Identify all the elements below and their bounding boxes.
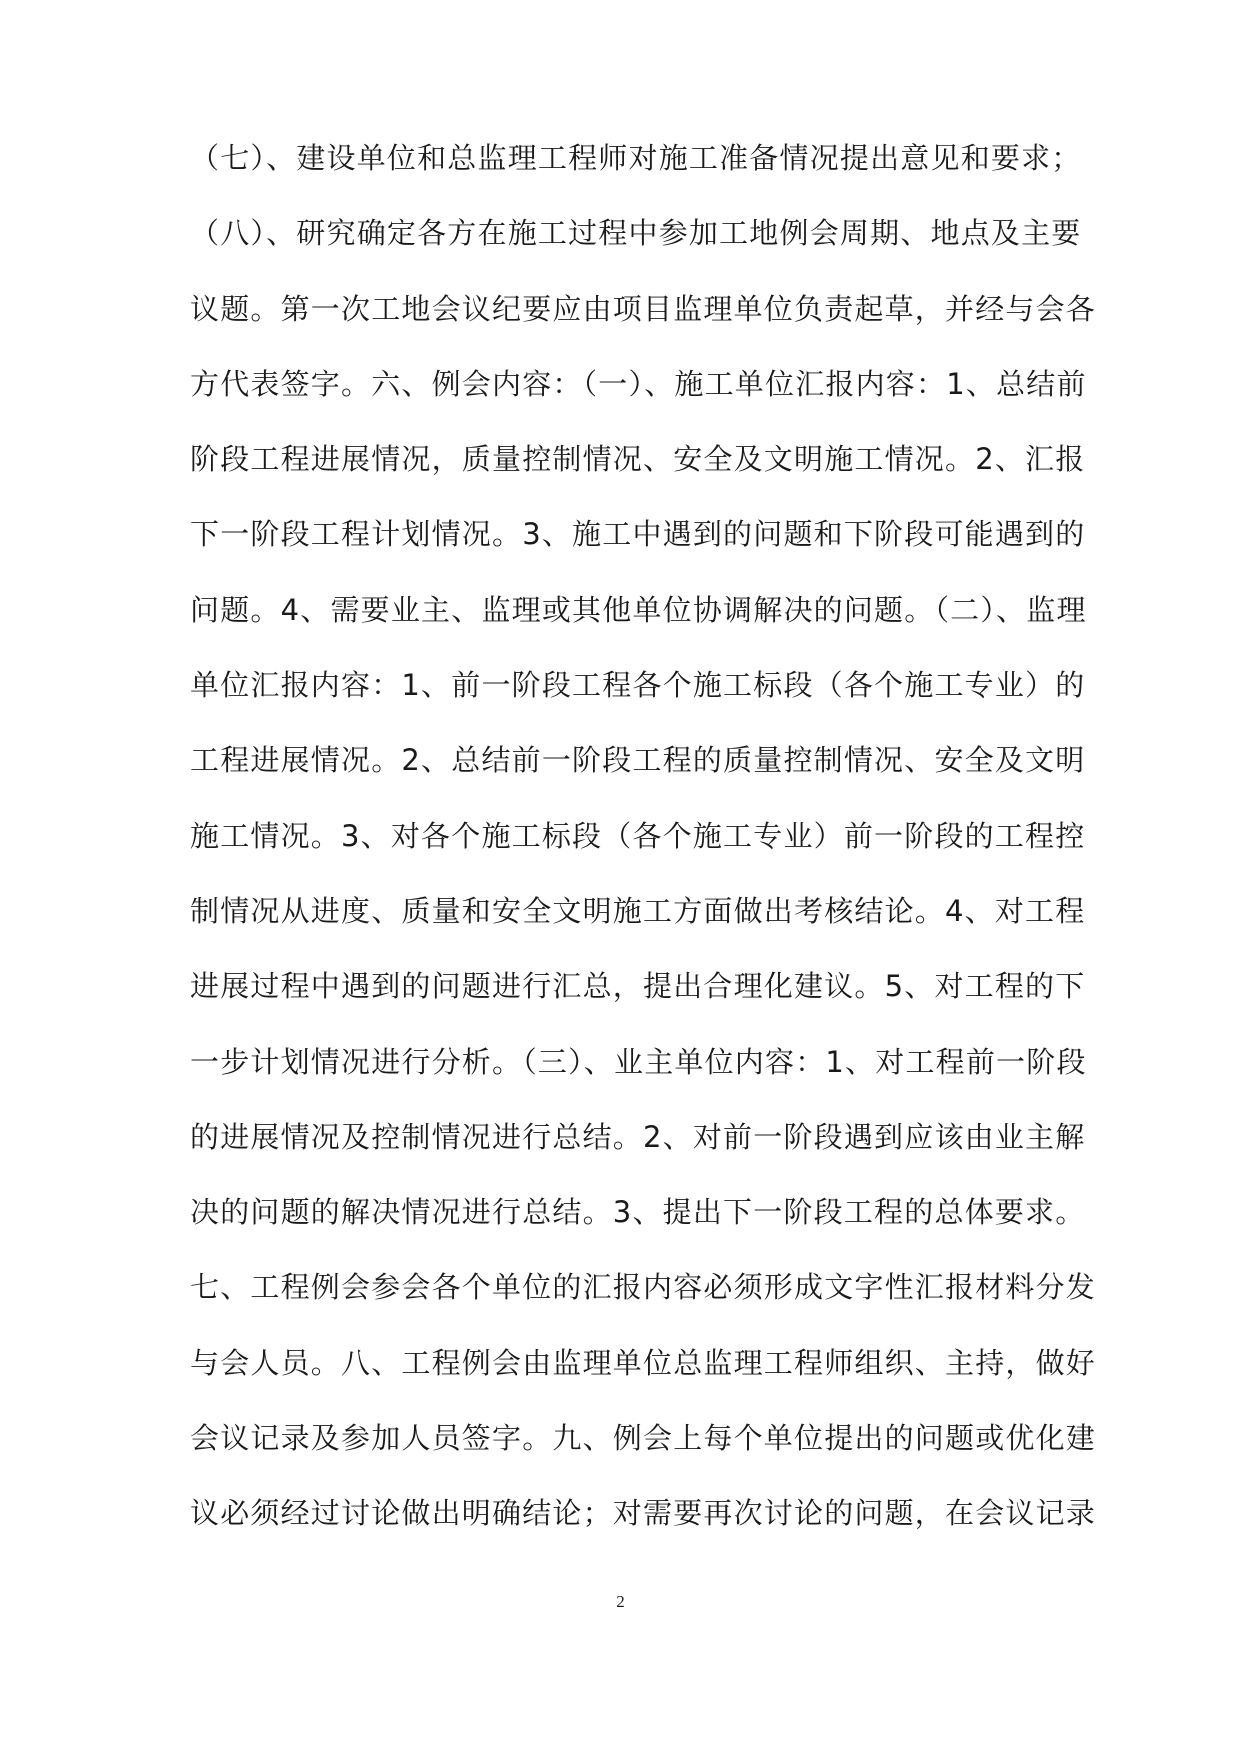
text-line: 进展过程中遇到的问题进行汇总，提出合理化建议。5、对工程的下 [190,969,1086,1004]
text-line: （八）、研究确定各方在施工过程中参加工地例会周期、地点及主要 [190,216,1082,251]
text-line: 方代表签字。六、例会内容：（一）、施工单位汇报内容：1、总结前 [190,366,1087,401]
text-line: 单位汇报内容：1、前一阶段工程各个施工标段（各个施工专业）的 [190,668,1086,703]
text-line: 的进展情况及控制情况进行总结。2、对前一阶段遇到应该由业主解 [190,1119,1086,1154]
text-line: （七）、建设单位和总监理工程师对施工准备情况提出意见和要求； [190,141,1082,175]
text-line: 议题。第一次工地会议纪要应由项目监理单位负责起草，并经与会各 [190,291,1097,326]
text-line: 工程进展情况。2、总结前一阶段工程的质量控制情况、安全及文明 [190,743,1086,778]
text-line: 制情况从进度、质量和安全文明施工方面做出考核结论。4、对工程 [190,893,1086,928]
text-line: 一步计划情况进行分析。（三）、业主单位内容：1、对工程前一阶段 [190,1044,1087,1079]
text-line: 议必须经过讨论做出明确结论；对需要再次讨论的问题，在会议记录 [190,1496,1097,1531]
text-line: 七、工程例会参会各个单位的汇报内容必须形成文字性汇报材料分发 [190,1270,1097,1305]
page-number: 2 [616,1592,625,1611]
text-line: 阶段工程进展情况，质量控制情况、安全及文明施工情况。2、汇报 [190,442,1086,477]
text-line: 施工情况。3、对各个施工标段（各个施工专业）前一阶段的工程控 [190,818,1086,853]
text-line: 与会人员。八、工程例会由监理单位总监理工程师组织、主持，做好 [190,1345,1097,1380]
text-line: 决的问题的解决情况进行总结。3、提出下一阶段工程的总体要求。 [190,1195,1086,1230]
text-line: 会议记录及参加人员签字。九、例会上每个单位提出的问题或优化建 [190,1421,1097,1456]
body-text [190,138,1097,1569]
text-line: 下一阶段工程计划情况。3、施工中遇到的问题和下阶段可能遇到的 [190,517,1086,552]
text-line: 问题。4、需要业主、监理或其他单位协调解决的问题。（二）、监理 [190,592,1087,627]
